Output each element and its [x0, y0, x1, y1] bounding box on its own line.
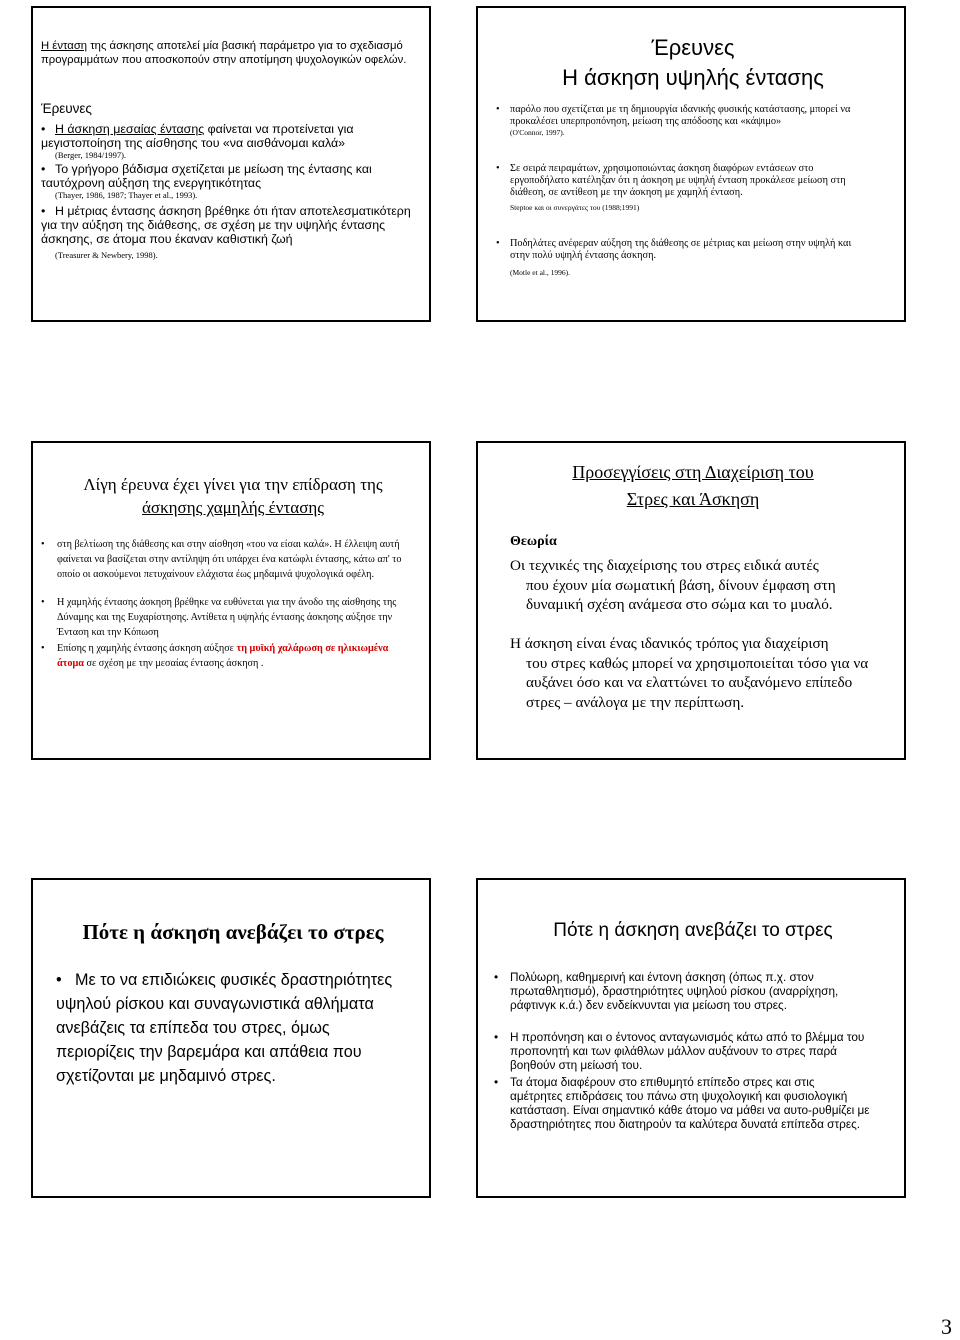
title-line: Στρες και Άσκηση [626, 489, 760, 509]
bullet-text: Τα άτομα διαφέρουν στο επιθυμητό επίπεδο στρες και στις αμέτρητες επιδράσεις του πάνω στη ψυχολογική και φυσιολογική κατάσταση. Είναι σημαντικό κάθε άτομο να μάθει να αυτο-ρυθμίζει με δραστηριότητες που διατηρούν τα καλύτερα δυνατά επίπεδα στρες. [510, 1075, 870, 1131]
list-item [56, 968, 401, 1088]
title-line: Προσεγγίσεις στη Διαχείριση του [572, 462, 814, 482]
bullet-icon: • [41, 204, 46, 218]
slide-subtitle: Η άσκηση υψηλής έντασης [562, 65, 824, 90]
slide-6 [476, 878, 906, 1198]
bullet-icon: • [494, 970, 499, 984]
bullet-icon: • [496, 104, 500, 115]
list-item [41, 641, 403, 671]
list-item [496, 104, 866, 138]
bullet-text: σε σχέση με την μεσαίας έντασης άσκηση . [83, 658, 264, 669]
bullet-text: φαίνεται να προτείνεται για μεγιστοποίηση της αίσθησης του «να αισθάνομαι καλά» [41, 122, 354, 150]
slide-1 [31, 6, 431, 322]
bullet-text: στη βελτίωση της διάθεσης και στην αίσθηση «του να είσαι καλά». Η έλλειψη αυτή φαίνεται να βασίζεται στην αντίληψη ότι υπάρχει ένα κατώφλι έντασης, κάτω απ' το οποίο οι ασκούμενοι πετυχαίνουν ελάχιστα έως μηδαμινά ψυχολογικά οφέλη. [57, 539, 402, 580]
bullet-text: Η μέτριας έντασης άσκηση βρέθηκε ότι ήταν αποτελεσματικότερη για την αύξηση της διάθεσης, σε σχέση με την υψηλής έντασης άσκησης, σε άτομα που έκαναν καθιστική ζωή [41, 204, 411, 246]
list-item [494, 970, 870, 1012]
paragraph-rest: του στρες καθώς μπορεί να χρησιμοποιείται τόσο για να αυξάνει όσο και να ελαττώνει το αυξανόμενο επίπεδο στρες – ανάλογα με την περίπτωση. [526, 654, 869, 711]
bullet-text: Με το να επιδιώκεις φυσικές δραστηριότητες υψηλού ρίσκου και συναγωνιστικά αθλήματα ανεβάζεις τα επίπεδα του στρες, όμως περιορίζεις την βαρεμάρα και απάθεια που σχετίζονται με μηδαμινό στρες. [56, 971, 393, 1085]
slide-title [478, 459, 906, 513]
highlight-text: τη μυϊκή χαλάρωση σε ηλικιωμένα άτομα [57, 643, 389, 669]
slide-5 [31, 878, 431, 1198]
bullet-underlined-text: Η άσκηση μεσαίας έντασης [55, 122, 205, 136]
bullet-text: Το γρήγορο βάδισμα σχετίζεται με μείωση της έντασης και ταυτόχρονη αύξηση της ενεργητικότητας [41, 162, 372, 190]
paragraph [510, 556, 880, 615]
intro-link: Η ένταση [41, 40, 88, 52]
slide-3 [31, 441, 431, 760]
slide-title: Έρευνες [651, 35, 735, 60]
bullet-text: Η προπόνηση και ο έντονος ανταγωνισμός κάτω από το βλέμμα του προπονητή και των φιλάθλων μάλλον αυξάνουν το στρες παρά βοηθούν στη μείωσή του. [510, 1030, 865, 1072]
bullet-icon: • [496, 238, 500, 249]
slide-2 [476, 6, 906, 322]
paragraph [510, 634, 880, 712]
list-item [41, 204, 426, 261]
slide-4 [476, 441, 906, 760]
paragraph-first-line: Οι τεχνικές της διαχείρισης του στρες ειδικά αυτές [510, 557, 819, 574]
citation: (Motle et al., 1996). [510, 268, 570, 277]
bullet-icon: • [41, 539, 45, 550]
slide-title [33, 473, 431, 519]
section-heading: Έρευνες [41, 101, 92, 116]
list-item [41, 537, 403, 582]
bullet-text: Ποδηλάτες ανέφεραν αύξηση της διάθεσης σε μέτριας και μείωση στην υψηλή και στην πολύ υψηλή έντασης άσκηση. [510, 238, 852, 261]
page-number: 3 [941, 1314, 952, 1339]
paragraph-first-line: Η άσκηση είναι ένας ιδανικός τρόπος για διαχείριση [510, 635, 829, 652]
title-line-underlined: άσκησης χαμηλής έντασης [142, 498, 324, 517]
citation: (Berger, 1984/1997). [55, 150, 127, 160]
list-item [496, 238, 866, 278]
paragraph-rest: που έχουν μία σωματική βάση, δίνουν έμφαση στη δυναμική σχέση ανάμεσα στο σώμα και το μυαλό. [526, 576, 836, 613]
title-line: Λίγη έρευνα έχει γίνει για την επίδραση της [83, 475, 383, 494]
citation: (Thayer, 1986, 1987; Thayer et al., 1993). [55, 190, 198, 200]
citation: Steptoe και οι συνεργάτες του (1988;1991) [510, 203, 640, 212]
list-item [496, 163, 866, 213]
list-item [494, 1030, 870, 1072]
bullet-icon: • [494, 1030, 499, 1044]
intro-paragraph [41, 39, 421, 67]
list-item [41, 595, 403, 640]
list-item [41, 162, 426, 201]
slide-title: Πότε η άσκηση ανεβάζει το στρες [553, 920, 833, 941]
bullet-text: Πολύωρη, καθημερινή και έντονη άσκηση (όπως π.χ. στον πρωταθλητισμό), δραστηριότητες υψηλού ρίσκου (αναρρίχηση, ράφτινγκ κ.ά.) δεν ενδείκνυνται για μείωση του στρες. [510, 970, 839, 1012]
bullet-icon: • [56, 971, 62, 989]
bullet-text: Σε σειρά πειραμάτων, χρησιμοποιώντας άσκηση διαφόρων εντάσεων στο εργοποδήλατο κατέληξαν ότι η άσκηση με υψηλή ένταση προκάλεσε μείωση στη διάθεση, σε αντίθεση με την άσκηση με χαμηλή ένταση. [510, 163, 846, 198]
bullet-icon: • [41, 122, 46, 136]
bullet-icon: • [496, 163, 500, 174]
bullet-icon: • [41, 643, 45, 654]
bullet-icon: • [41, 162, 46, 176]
bullet-text: Η χαμηλής έντασης άσκηση βρέθηκε να ευθύνεται για την άνοδο της αίσθησης της Δύναμης και της Ευχαρίστησης. Αντίθετα η υψηλής έντασης άσκησης αύξησε την Ένταση και την Κόπωση [57, 597, 397, 638]
bullet-text: Επίσης η χαμηλής έντασης άσκηση αύξησε [57, 643, 237, 654]
bullet-icon: • [494, 1075, 499, 1089]
bullet-icon: • [41, 597, 45, 608]
citation: (O'Connor, 1997). [510, 128, 565, 137]
list-item [494, 1075, 870, 1131]
intro-text: της άσκησης αποτελεί μία βασική παράμετρο για το σχεδιασμό προγραμμάτων που αποσκοπούν στην αποτίμηση ψυχολογικών οφελών. [41, 40, 407, 66]
bullet-text: παρόλο που σχετίζεται με τη δημιουργία ιδανικής φυσικής κατάστασης, μπορεί να προκαλέσει υπερπροπόνηση, μείωση της απόδοσης και «κάψιμο» [510, 104, 851, 127]
theory-heading: Θεωρία [510, 534, 557, 549]
slide-title: Πότε η άσκηση ανεβάζει το στρες [82, 920, 384, 944]
citation: (Treasurer & Newbery, 1998). [55, 250, 158, 260]
list-item [41, 122, 426, 161]
